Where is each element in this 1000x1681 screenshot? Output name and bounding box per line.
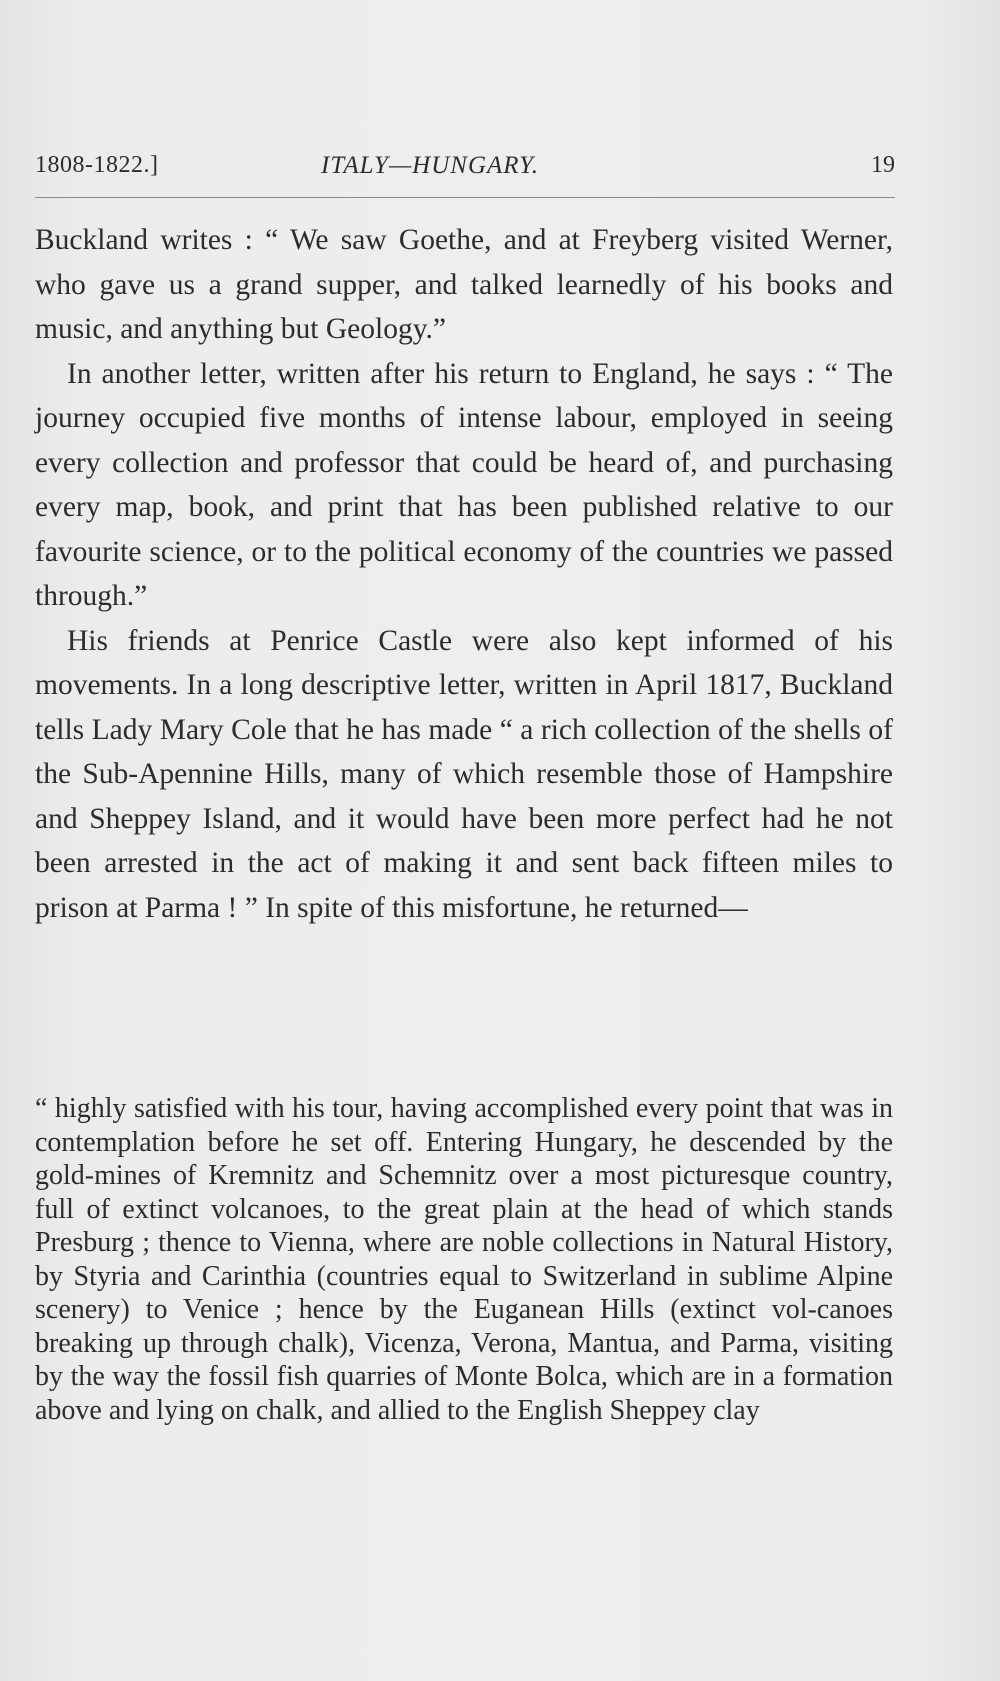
header-date-range: 1808-1822.] [35, 152, 159, 178]
running-header [35, 150, 895, 190]
quote-text: “ highly satisfied with his tour, having accomplished every point that was in contemplation before he set off. Entering Hungary, he descended by the gold-mines of Kremnitz and Schemnitz over a most picturesque country, full of extinct volcanoes, to the great plain at the head of which stands Presburg ; thence to Vienna, where are noble collections in Natural History, by Styria and Carinthia (countries equal to Switzerland in sublime Alpine scenery) to Venice ; hence by the Euganean Hills (extinct vol-canoes breaking up through chalk), Vicenza, Verona, Mantua, and Parma, visiting by the way the fossil fish quarries of Monte Bolca, which are in a formation above and lying on chalk, and allied to the English Sheppey clay [35, 1093, 893, 1426]
paragraph-2: In another letter, written after his return to England, he says : “ The journey occupied five months of intense labour, employed in seeing every collection and professor that could be heard of, and purchasing every map, book, and print that has been published relative to our favourite science, or to the political economy of the countries we passed through.” [35, 357, 893, 612]
paragraph-1: Buckland writes : “ We saw Goethe, and at Freyberg visited Werner, who gave us a grand supper, and talked learnedly of his books and music, and anything but Geology.” [35, 224, 893, 345]
page-number: 19 [871, 152, 895, 178]
header-divider [35, 197, 895, 198]
paragraph-3: His friends at Penrice Castle were also kept informed of his movements. In a long descriptive letter, written in April 1817, Buckland tells Lady Mary Cole that he has made “ a rich collection of the shells of the Sub-Apennine Hills, many of which resemble those of Hampshire and Sheppey Island, and it would have been more perfect had he not been arrested in the act of making it and sent back fifteen miles to prison at Parma ! ” In spite of this misfortune, he returned— [35, 624, 893, 924]
block-quote [35, 1092, 893, 1427]
body-text [35, 218, 893, 930]
header-chapter-title: ITALY—HUNGARY. [321, 152, 539, 179]
